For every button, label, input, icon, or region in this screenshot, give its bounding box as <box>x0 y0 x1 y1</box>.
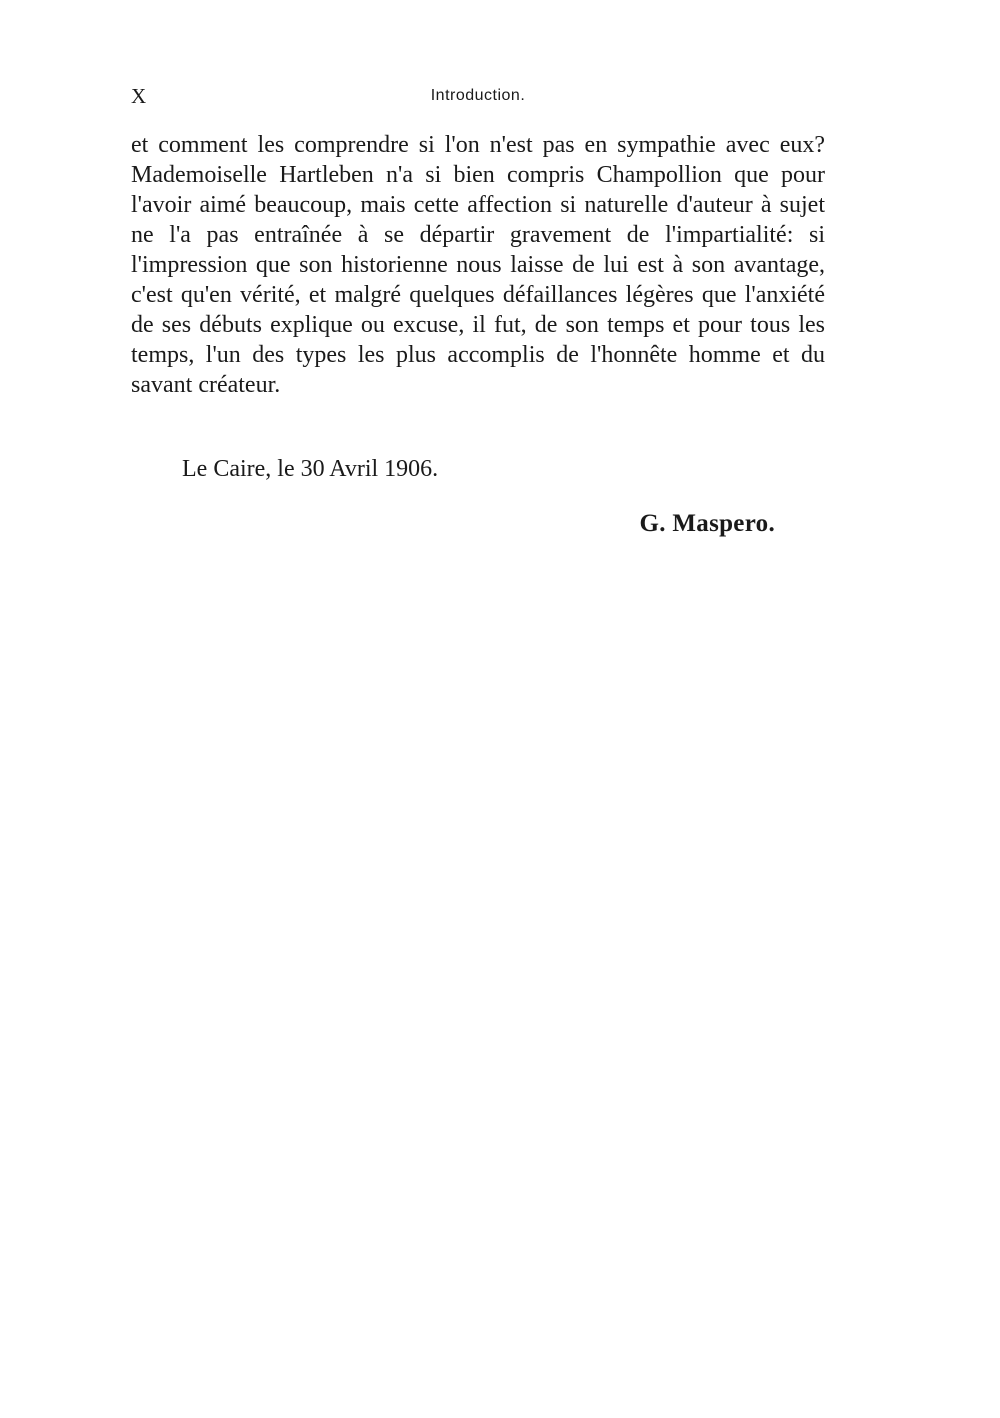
dateline: Le Caire, le 30 Avril 1906. <box>182 456 439 482</box>
signature: G. Maspero. <box>639 510 775 537</box>
running-title: Introduction. <box>430 87 526 104</box>
page-number: X <box>131 84 148 108</box>
body-paragraph: et comment les comprendre si l'on n'est pas en sympathie avec eux? Mademoiselle Hartleben n'a si bien compris Champollion que pour l'avoir aimé beaucoup, mais cette affection si naturelle d'auteur à sujet ne l'a pas entraînée à se départir gravement de l'impartialité: si l'impression que son historienne nous laisse de lui est à son avantage, c'est qu'en vérité, et malgré quelques défaillances légères que l'anxiété de ses débuts explique ou excuse, il fut, de son temps et pour tous les temps, l'un des types les plus accomplis de l'honnête homme et du savant créateur. <box>131 132 825 398</box>
running-head <box>131 84 825 108</box>
